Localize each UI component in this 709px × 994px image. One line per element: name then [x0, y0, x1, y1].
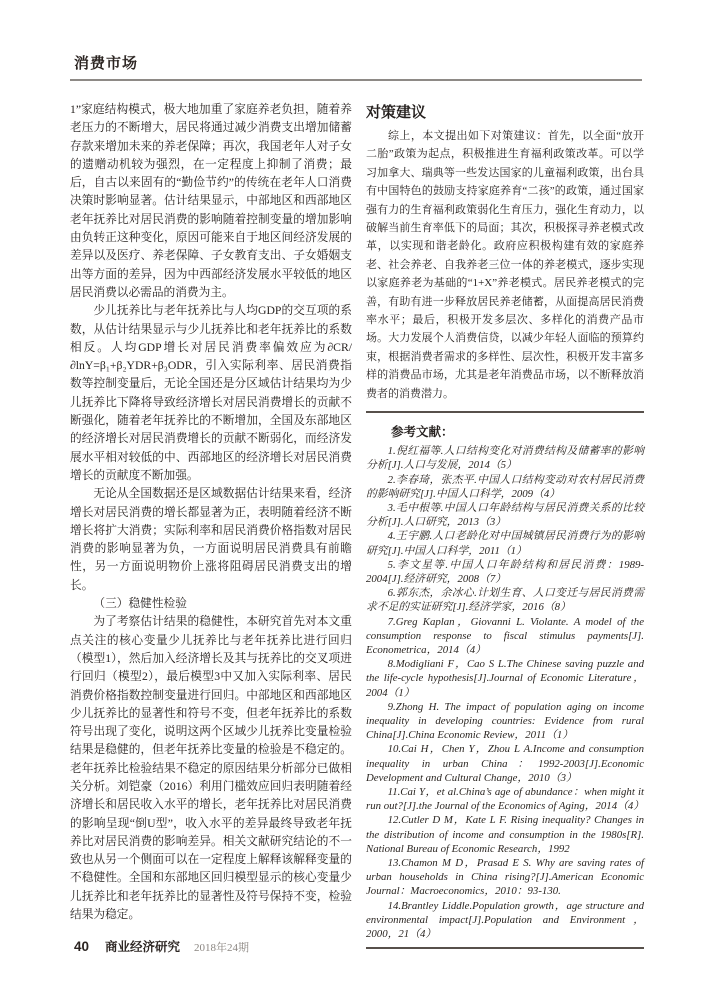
- reference-item: 9.Zhong H. The impact of population aging on income inequality in developing countries: Evidence from rural China[J].China Economic Review，2011（1）: [366, 700, 644, 742]
- reference-item: 2.李春琦，张杰平.中国人口结构变动对农村居民消费的影响研究[J].中国人口科学，2009（4）: [366, 473, 644, 500]
- reference-item: 13.Chamon M D，Prasad E S. Why are saving rates of urban households in China rising?[J].American Economic Journal：Macroeconomics，2010：93-130.: [366, 856, 644, 898]
- reference-item: 5.李文星等.中国人口年龄结构和居民消费：1989-2004[J].经济研究，2008（7）: [366, 558, 644, 585]
- references-block: [366, 411, 644, 949]
- section-heading: 对策建议: [366, 104, 427, 121]
- reference-item: 11.Cai Y，et al.China’s age of abundance：when might it run out?[J].the Journal of the Economics of Aging，2014（4）: [366, 785, 645, 813]
- body-paragraph: 综上，本文提出如下对策建议：首先，以全面“放开二胎”政策为起点，积极推进生育福利政策改革。可以学习加拿大、瑞典等一些发达国家的儿童福利政策，出台具有中国特色的鼓励支持家庭养育“二孩”的政策，通过国家强有力的生育福利政策弱化生育压力，强化生育动力，以破解当前生育率低下的局面；其次，积极探寻养老模式改革，以实现和谐老龄化。政府应积极构建有效的家庭养老、社会养老、自我养老三位一体的养老模式，逐步实现以家庭养老为基础的“1+X”养老模式。居民养老模式的完善，有助有进一步释放居民养老储蓄，从面提高居民消费率水平；最后，积极开发多层次、多样化的消费产品市场。大力发展个人消费信贷，以减少年轻人面临的预算约束，根据消费者需求的多样性、层次性，积极开发丰富多样的消费品市场，尤其是老年消费品市场，以不断释放消费者的消费潜力。: [366, 130, 644, 400]
- header-divider: [70, 79, 642, 81]
- right-column: [366, 101, 644, 949]
- references-list: [366, 444, 644, 941]
- references-bottom-rule: [366, 947, 644, 949]
- body-paragraph: 无论从全国数据还是区域数据估计结果来看，经济增长对居民消费的增长都显著为正，表明随着经济不断增长将扩大消费；实际利率和居民消费价格指数对居民消费的影响显著为负，一方面说明居民消费具有前瞻性，另一方面说明物价上涨将阻碍居民消费支出的增长。: [70, 487, 352, 592]
- reference-item: 3.毛中根等.中国人口年龄结构与居民消费关系的比较分析[J].人口研究，2013（3）: [366, 501, 644, 529]
- reference-item: 1.倪红福等.人口结构变化对消费结构及储蓄率的影响分析[J].人口与发展，2014（5）: [366, 445, 644, 472]
- page-footer: [74, 937, 249, 956]
- references-heading: 参考文献：: [391, 425, 454, 440]
- body-paragraph: 少儿抚养比与老年抚养比与人均GDP的交互项的系数，从估计结果显示与少儿抚养比和老年抚养比的系数相反。人均GDP增长对居民消费率偏效应为∂CR/∂lnY=β₁+β₂YDR+β₃ODR，引入实际利率、居民消费指数等控制变量后，无论全国还是分区域估计结果均为少儿抚养比下降将导致经济增长对居民消费增长的贡献不断强化，随着老年抚养比的不断增加，全国及东部地区的经济增长对居民消费增长的贡献不断弱化，而经济发展水平相对较低的中、西部地区的经济增长对居民消费增长的贡献度不断加强。: [70, 304, 352, 482]
- section-header-label: 消费市场: [74, 55, 139, 72]
- left-column: [70, 101, 352, 924]
- reference-item: 6.郭东杰，余冰心.计划生育、人口变迁与居民消费需求不足的实证研究[J].经济学家，2016（8）: [366, 587, 644, 614]
- issue-label: 2018年24期: [194, 942, 250, 954]
- reference-item: 7.Greg Kaplan，Giovanni L. Violante. A model of the consumption response to fiscal stimulus payments[J]. Econometrica，2014（4）: [366, 615, 644, 656]
- references-top-rule: [366, 411, 644, 413]
- reference-item: 10.Cai H，Chen Y，Zhou L A.Income and consumption inequality in urban China：1992-2003[J].Economic Development and Cultural Change，2010（3）: [366, 743, 644, 784]
- reference-item: 14.Brantley Liddle.Population growth，age structure and environmental impact[J].Population and Environment，2000，21（4）: [366, 899, 644, 940]
- reference-item: 8.Modigliani F，Cao S L.The Chinese saving puzzle and the life-cycle hypothesis[J].Journal of Economic Literature，2004（1）: [366, 658, 644, 699]
- page-number: 40: [74, 939, 90, 954]
- body-paragraph: 1”家庭结构模式，极大地加重了家庭养老负担，随着养老压力的不断增大，居民将通过减少消费支出增加储蓄存款来增加未来的养老保障；再次，我国老年人对子女的遗赠动机较为强烈，在一定程度上抑制了消费；最后，自古以来固有的“勤俭节约”的传统在老年人口消费决策时影响显著。估计结果显示，中部地区和西部地区老年抚养比对居民消费的影响随着控制变量的增加影响由负转正这种变化，原因可能来自于地区间经济发展的差异以及医疗、养老保障、子女教育支出、子女婚姻支出等方面的差异，因为中西部经济发展水平较低的地区居民消费以必需品的消费为主。: [70, 103, 352, 299]
- journal-name: 商业经济研究: [105, 940, 181, 954]
- reference-item: 12.Cutler D M，Kate L F. Rising inequality? Changes in the distribution of income and consumption in the 1980s[R]. National Bureau of Economic Research，1992: [366, 814, 644, 855]
- body-paragraph: 为了考察估计结果的稳健性，本研究首先对本文重点关注的核心变量少儿抚养比与老年抚养比进行回归（模型1），然后加入经济增长及其与抚养比的交叉项进行回归（模型2），最后模型3中又加入实际利率、居民消费价格指数控制变量进行回归。中部地区和西部地区少儿抚养比的显著性和符号不变，但老年抚养比的系数符号出现了变化，说明这两个区域少儿抚养比变量检验结果是稳健的，但老年抚养比变量的检验是不稳定的。老年抚养比检验结果不稳定的原因结果分析部分已做相关分析。刘铠豪（2016）利用门槛效应回归表明随着经济增长和居民收入水平的增长，老年抚养比对居民消费的影响呈现“倒U型”，收入水平的差异最终导致老年抚养比对居民消费的影响差异。相关文献研究结论的不一致也从另一个侧面可以在一定程度上解释该解释变量的不稳健性。全国和东部地区回归模型显示的核心变量少儿抚养比和老年抚养比的显著性及符号保持不变，检验结果为稳定。: [70, 615, 352, 922]
- reference-item: 4.王宇鹏.人口老龄化对中国城镇居民消费行为的影响研究[J].中国人口科学，2011（1）: [366, 530, 644, 557]
- subsection-heading: （三）稳健性检验: [93, 597, 187, 611]
